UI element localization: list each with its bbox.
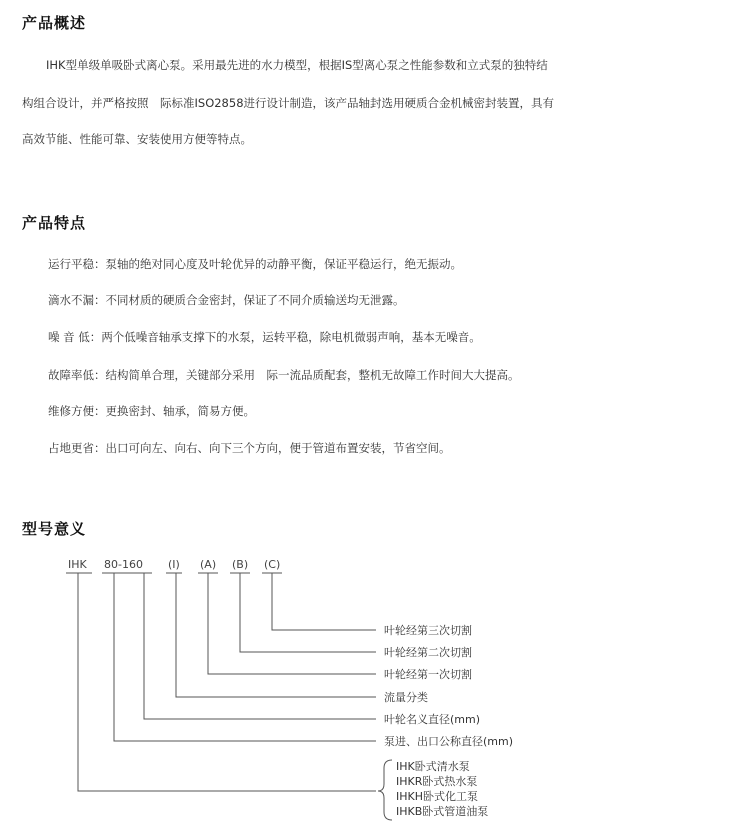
feature-text: 更换密封、轴承，简易方便。 bbox=[105, 404, 255, 418]
type-clear-water: IHK卧式清水泵 bbox=[396, 760, 470, 773]
type-brace bbox=[378, 760, 392, 820]
leader-i bbox=[176, 573, 376, 697]
type-chemical: IHKH卧式化工泵 bbox=[396, 790, 479, 803]
feature-text: 出口可向左、向右、向下三个方向，便于管道布置安装，节省空间。 bbox=[105, 441, 451, 455]
leader-type bbox=[78, 573, 376, 791]
code-b: (B) bbox=[232, 558, 249, 571]
features-heading: 产品特点 bbox=[22, 214, 87, 232]
overview-line-2: 构组合设计，并严格按照 际标准ISO2858进行设计制造，该产品轴封选用硬质合金机械密封装置，具有 bbox=[22, 96, 555, 110]
overview-line-1: IHK型单级单吸卧式离心泵。采用最先进的水力模型，根据IS型离心泵之性能参数和立式泵的独特结 bbox=[46, 58, 548, 72]
meaning-first-cut: 叶轮经第一次切割 bbox=[384, 668, 472, 681]
code-c: (C) bbox=[264, 558, 281, 571]
overview-line-3: 高效节能、性能可靠、安装使用方便等特点。 bbox=[22, 132, 252, 146]
overview-heading: 产品概述 bbox=[22, 14, 87, 32]
feature-label: 运行平稳： bbox=[48, 257, 106, 271]
code-ihk: IHK bbox=[68, 558, 87, 571]
feature-label: 故障率低： bbox=[48, 368, 106, 382]
feature-label: 噪 音 低： bbox=[48, 330, 102, 344]
code-size: 80-160 bbox=[104, 558, 143, 571]
feature-text: 泵轴的绝对同心度及叶轮优异的动静平衡，保证平稳运行，绝无振动。 bbox=[105, 257, 462, 271]
feature-text: 两个低噪音轴承支撑下的水泵，运转平稳，除电机微弱声响，基本无噪音。 bbox=[101, 330, 481, 344]
code-a: (A) bbox=[200, 558, 217, 571]
meaning-second-cut: 叶轮经第二次切割 bbox=[384, 646, 472, 659]
meaning-impeller-diameter: 叶轮名义直径(mm) bbox=[384, 713, 481, 726]
type-hot-water: IHKR卧式热水泵 bbox=[396, 775, 478, 788]
leader-c bbox=[272, 573, 376, 630]
meaning-third-cut: 叶轮经第三次切割 bbox=[384, 624, 472, 637]
leader-a bbox=[208, 573, 376, 674]
feature-label: 占地更省： bbox=[48, 441, 106, 455]
meaning-flow-class: 流量分类 bbox=[384, 691, 428, 704]
leader-b bbox=[240, 573, 376, 652]
meaning-port-diameter: 泵进、出口公称直径(mm) bbox=[384, 735, 514, 748]
leader-port bbox=[114, 573, 376, 741]
feature-text: 结构简单合理，关键部分采用 际一流品质配套，整机无故障工作时间大大提高。 bbox=[105, 368, 520, 382]
feature-label: 滴水不漏： bbox=[48, 293, 106, 307]
feature-label: 维修方便： bbox=[48, 404, 106, 418]
model-heading: 型号意义 bbox=[22, 520, 87, 538]
code-i: (I) bbox=[168, 558, 180, 571]
type-oil-pipeline: IHKB卧式管道油泵 bbox=[396, 805, 489, 818]
feature-text: 不同材质的硬质合金密封，保证了不同介质输送均无泄露。 bbox=[105, 293, 405, 307]
